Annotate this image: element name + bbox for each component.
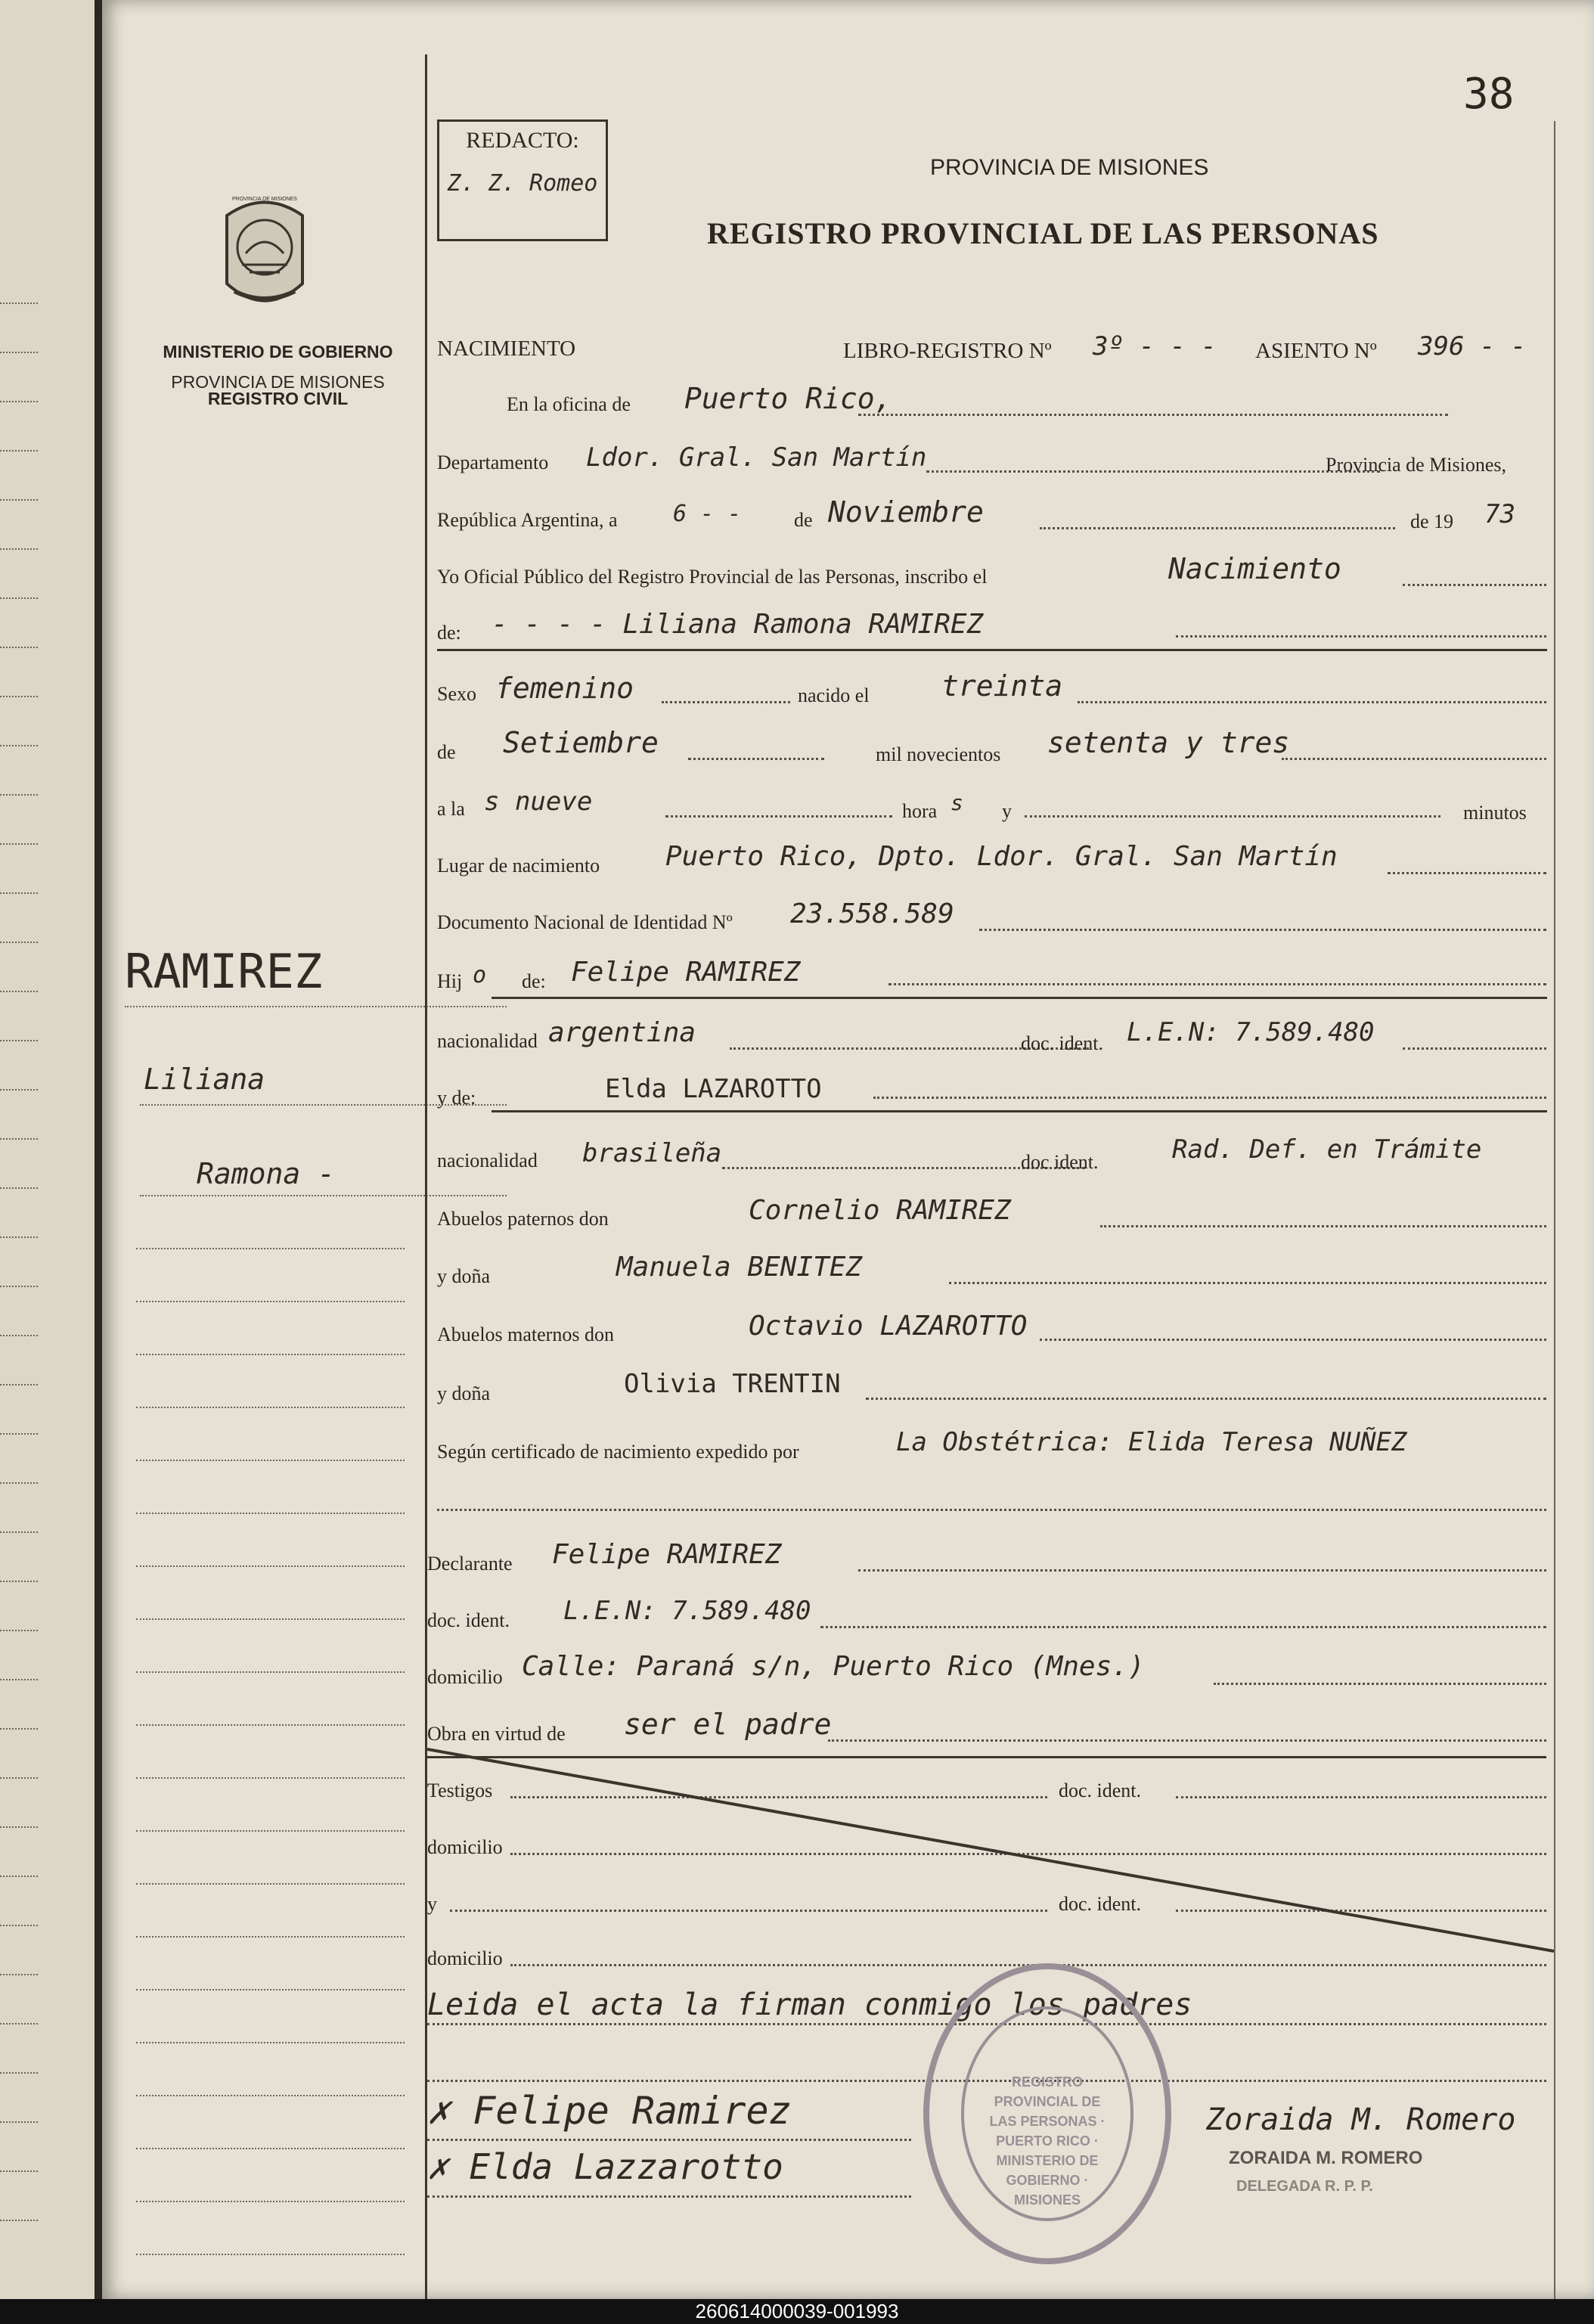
civil-line: REGISTRO CIVIL (207, 389, 349, 408)
declarante-label: Declarante (427, 1553, 513, 1575)
leida-text: Leida el acta la firman conmigo los padres (427, 1987, 1192, 2022)
abmat-label: Abuelos maternos don (437, 1323, 614, 1345)
y-label: y (1002, 800, 1012, 822)
abmat-value: Octavio LAZAROTTO (749, 1311, 1028, 1342)
registry-title: REGISTRO PROVINCIAL DE LAS PERSONAS (707, 216, 1379, 250)
minutos-label: minutos (1463, 802, 1527, 824)
nac2-label: nacionalidad (437, 1150, 538, 1171)
page-number: 38 (1463, 70, 1515, 119)
redacto-box (437, 119, 608, 241)
abpat-label: Abuelos paternos don (437, 1208, 609, 1230)
document-page (102, 0, 1594, 2299)
departamento-label: Departamento (437, 451, 549, 473)
footer-code: 260614000039-001993 (0, 2299, 1594, 2324)
hijo-suffix: o (473, 962, 487, 988)
mes-value: Noviembre (828, 495, 984, 529)
oficina-value: Puerto Rico, (684, 382, 892, 415)
mes-nac-value: Setiembre (503, 726, 659, 759)
oficial-label: Yo Oficial Público del Registro Provincial de las Personas, inscribo el (437, 566, 988, 588)
redacto-label: REDACTO: (466, 128, 579, 153)
libro-value: 3º - - - (1093, 331, 1217, 361)
official-name: ZORAIDA M. ROMERO (1229, 2148, 1423, 2168)
dom2-label: domicilio (427, 1836, 503, 1858)
segun-label: Según certificado de nacimiento expedido por (437, 1441, 799, 1463)
hijo-de-label: de: (522, 970, 546, 992)
de19-label: de 19 (1410, 510, 1454, 532)
stamp-text: REGISTRO PROVINCIAL DE LAS PERSONAS · PUERTO RICO · MINISTERIO DE GOBIERNO · MISIONES (989, 2074, 1106, 2208)
oficial-value: Nacimiento (1168, 552, 1341, 585)
mother-signature-text: Elda Lazzarotto (469, 2146, 783, 2187)
sexo-value: femenino (495, 672, 634, 705)
margin-first-name: Liliana (144, 1063, 265, 1096)
testigos-doc-label: doc. ident. (1059, 1779, 1142, 1801)
ydona1-value: Manuela BENITEZ (616, 1252, 863, 1283)
left-page-edge (0, 0, 95, 2299)
nac1-value: argentina (548, 1017, 696, 1048)
margin-second-name: Ramona - (197, 1157, 336, 1190)
hora-label: hora (902, 800, 938, 822)
ministry-block (147, 337, 408, 408)
margin-surname: RAMIREZ (125, 944, 323, 999)
declarante-value: Felipe RAMIREZ (552, 1539, 782, 1570)
doc2-label: doc ident. (1021, 1151, 1099, 1173)
docd-value: L.E.N: 7.589.480 (563, 1596, 811, 1626)
domicilio-label: domicilio (427, 1666, 503, 1688)
dni-value: 23.558.589 (790, 898, 954, 929)
madre-value: Elda LAZAROTTO (605, 1074, 822, 1104)
nombre-value: - - - - Liliana Ramona RAMIREZ (492, 609, 984, 640)
registry-stamp (919, 1959, 1176, 2269)
padre-value: Felipe RAMIREZ (571, 957, 801, 988)
ydona2-label: y doña (437, 1382, 491, 1404)
sexo-label: Sexo (437, 683, 476, 705)
obra-value: ser el padre (624, 1708, 832, 1741)
libro-label: LIBRO-REGISTRO Nº (843, 339, 1052, 363)
de-nombre-label: de: (437, 622, 461, 644)
doc3-label: doc. ident. (1059, 1893, 1142, 1915)
nacido-label: nacido el (798, 684, 870, 706)
provincia-label: Provincia de Misiones, (1326, 454, 1507, 476)
official-signature: Zoraida M. Romero (1206, 2102, 1516, 2137)
provincial-seal (219, 193, 310, 314)
nacido-value: treinta (941, 669, 1063, 703)
strike-line (427, 1743, 1554, 1963)
testigos-label: Testigos (427, 1779, 493, 1801)
asiento-label: ASIENTO Nº (1255, 339, 1377, 363)
mil-label: mil novecientos (876, 743, 1001, 765)
province-title: PROVINCIA DE MISIONES (930, 155, 1209, 180)
seal-text: PROVINCIA DE MISIONES (232, 197, 297, 202)
lugar-label: Lugar de nacimiento (437, 855, 600, 877)
nac2-value: brasileña (582, 1138, 722, 1168)
domicilio-value: Calle: Paraná s/n, Puerto Rico (Mnes.) (522, 1651, 1145, 1682)
right-rule (1554, 121, 1555, 2299)
dom3-label: domicilio (427, 1947, 503, 1969)
yde-label: y de: (437, 1087, 476, 1109)
dni-label: Documento Nacional de Identidad Nº (437, 911, 733, 933)
anio-value: 73 (1484, 499, 1515, 529)
ministry-line: MINISTERIO DE GOBIERNO (163, 342, 393, 361)
doc1-label: doc. ident. (1021, 1032, 1104, 1054)
redacto-signature: Z. Z. Romeo (447, 170, 598, 197)
obra-label: Obra en virtud de (427, 1723, 566, 1745)
lugar-value: Puerto Rico, Dpto. Ldor. Gral. San Martín (665, 841, 1338, 872)
ala-label: a la (437, 798, 465, 820)
nacimiento-label: NACIMIENTO (437, 337, 576, 361)
de2-label: de (437, 741, 456, 763)
ydona2-value: Olivia TRENTIN (624, 1369, 841, 1399)
ala-value: s nueve (484, 787, 593, 817)
segun-value: La Obstétrica: Elida Teresa NUÑEZ (896, 1427, 1407, 1457)
departamento-value: Ldor. Gral. San Martín (586, 442, 927, 473)
asiento-value: 396 - - (1418, 331, 1527, 361)
doc2-value: Rad. Def. en Trámite (1172, 1134, 1482, 1165)
dia-value: 6 - - (673, 501, 742, 527)
oficina-label: En la oficina de (507, 393, 631, 415)
official-position: DELEGADA R. P. P. (1236, 2178, 1373, 2195)
province-line: PROVINCIA DE MISIONES (171, 372, 385, 392)
father-signature: ✗ Felipe Ramirez (427, 2089, 792, 2133)
mil-value: setenta y tres (1047, 726, 1290, 759)
hora-suffix: s (951, 790, 963, 815)
mother-signature: ✗ Elda Lazzarotto (427, 2146, 783, 2187)
republica-label: República Argentina, a (437, 509, 618, 531)
docd-label: doc. ident. (427, 1609, 510, 1631)
nac1-label: nacionalidad (437, 1030, 538, 1052)
doc1-value: L.E.N: 7.589.480 (1127, 1017, 1375, 1047)
de-mes-label: de (794, 509, 813, 531)
ydona1-label: y doña (437, 1265, 491, 1287)
y2-label: y (427, 1893, 437, 1915)
hijo-label: Hij (437, 970, 463, 992)
father-signature-text: Felipe Ramirez (473, 2089, 792, 2133)
abpat-value: Cornelio RAMIREZ (749, 1195, 1011, 1226)
